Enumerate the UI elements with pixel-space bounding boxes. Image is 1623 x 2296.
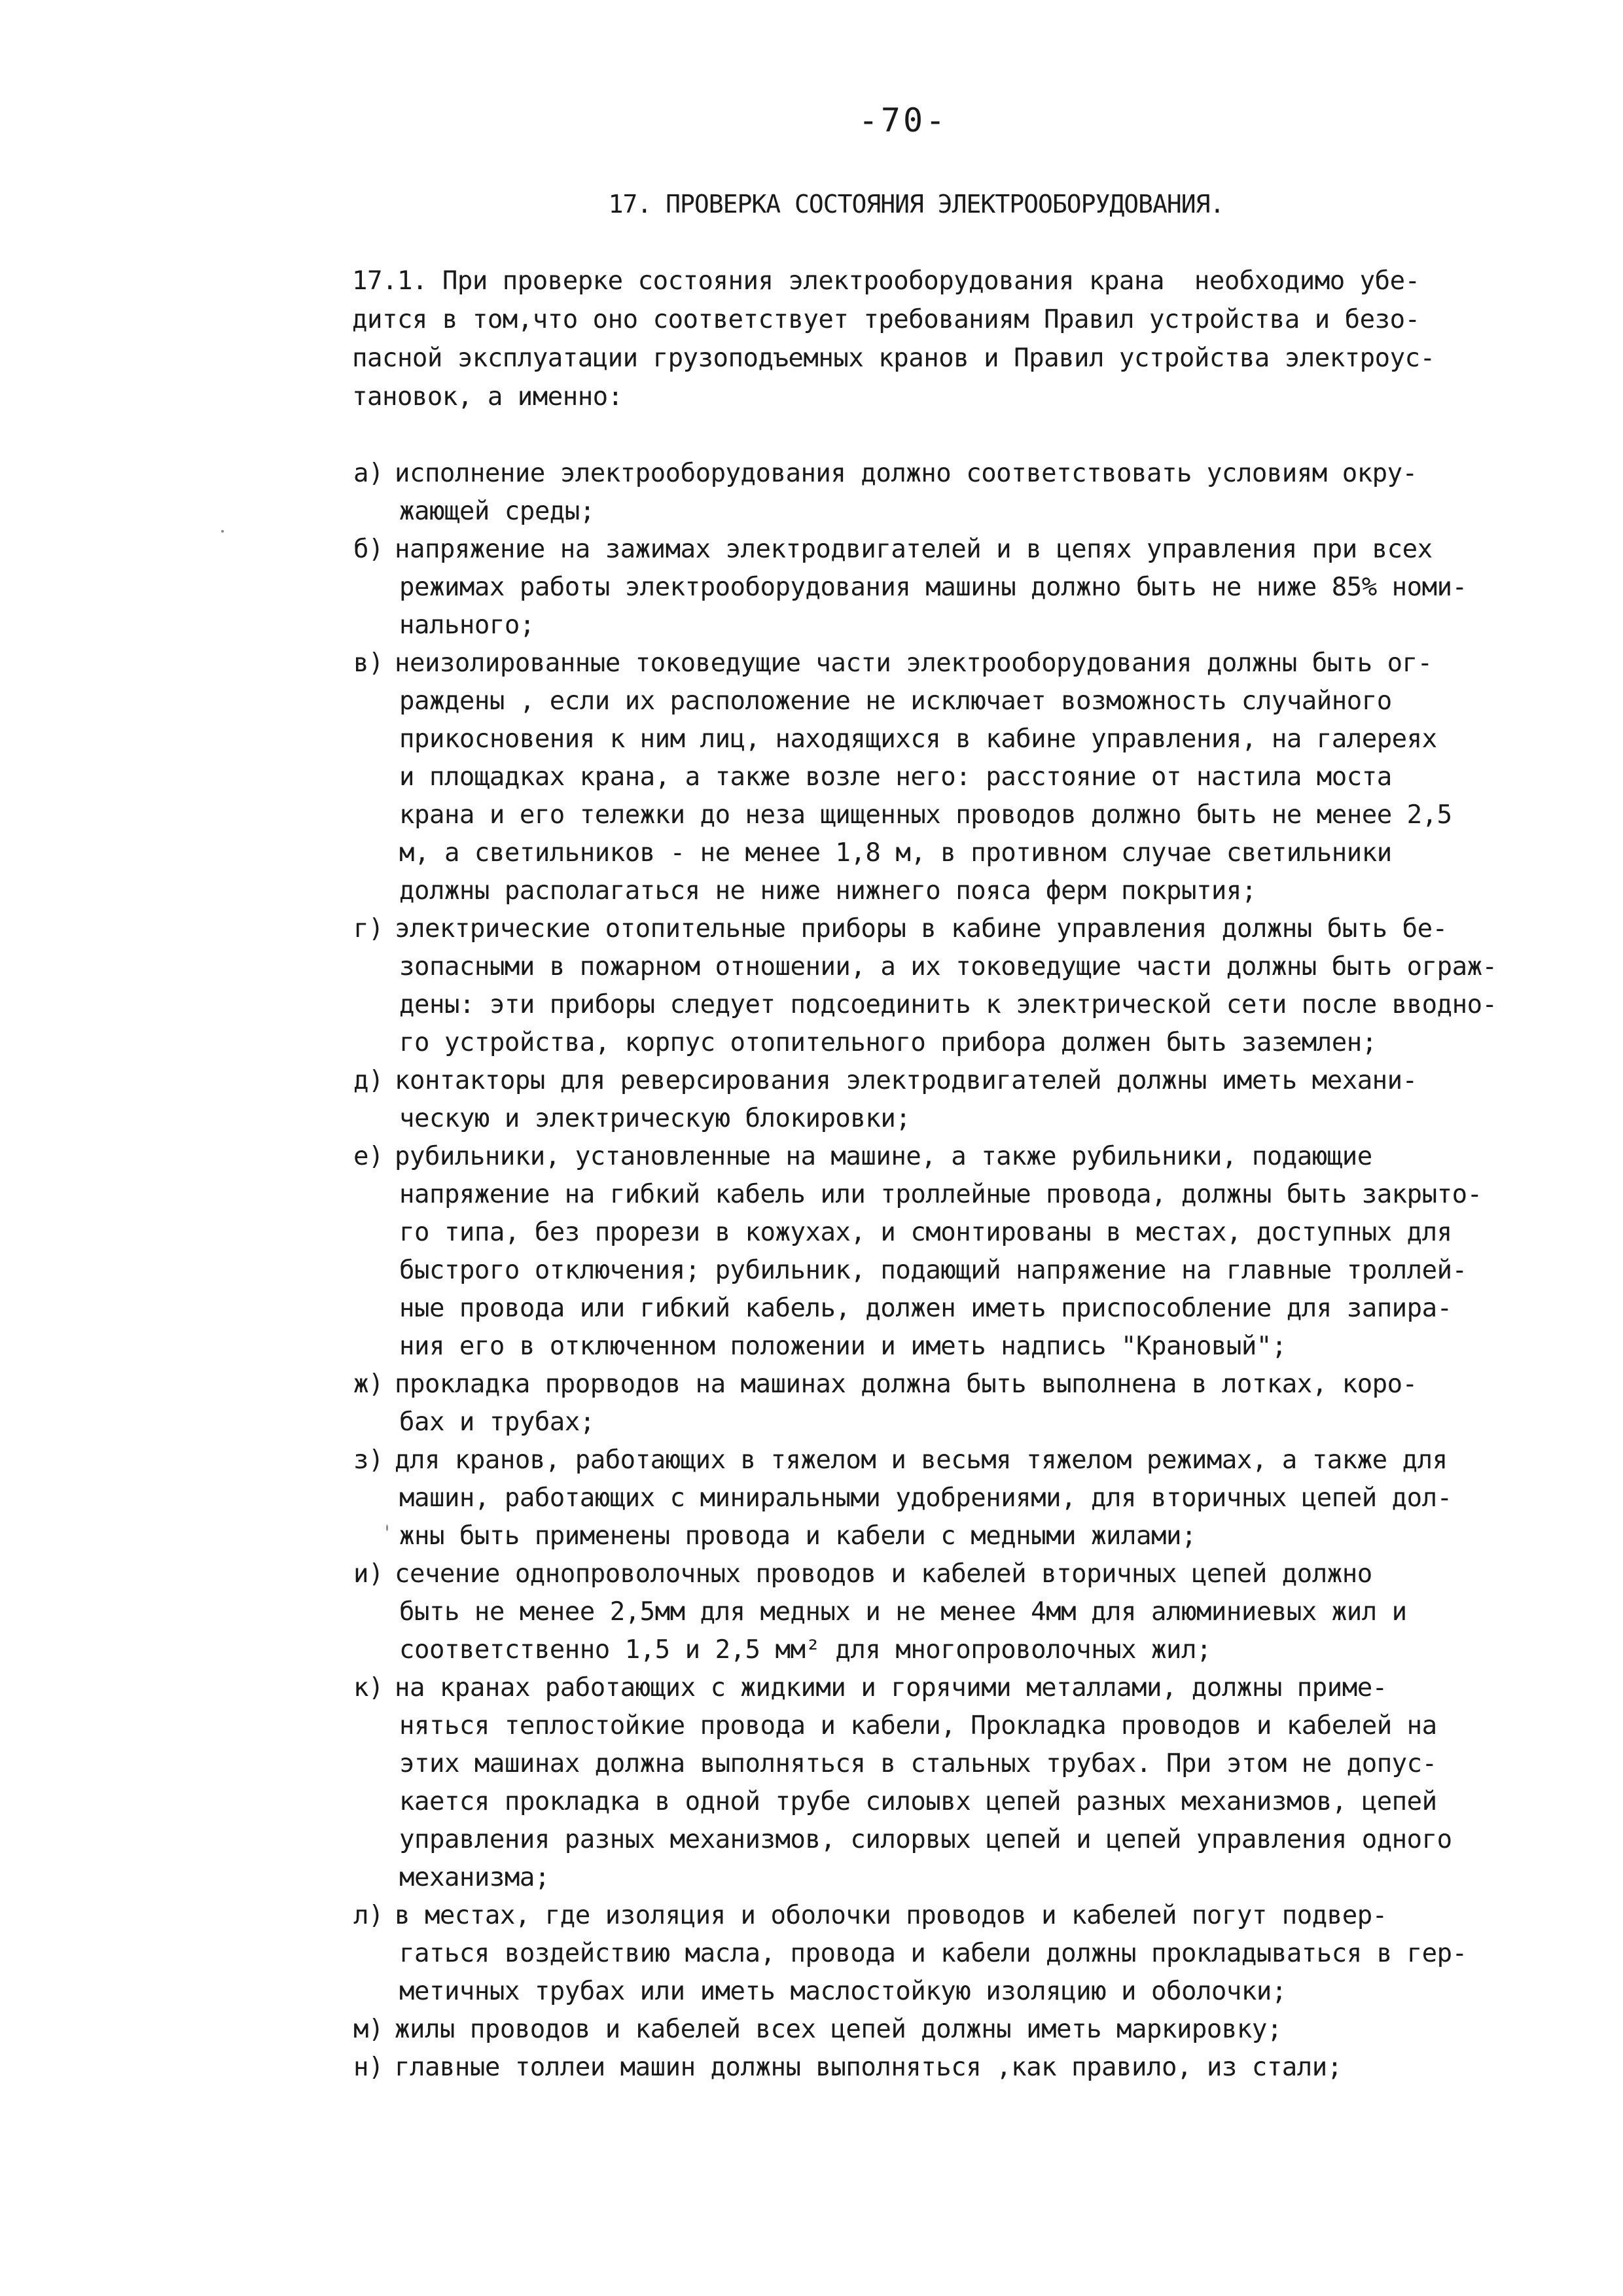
item-line: быстрого отключения; рубильник, подающий напряжение на главные троллей- <box>399 1256 1467 1285</box>
item-line: этих машинах должна выполняться в стальных трубах. При этом не допус- <box>399 1749 1437 1778</box>
item-line: контакторы для реверсирования электродвигателей должны иметь механи- <box>394 1066 1418 1095</box>
item-line: м, а светильников - не менее 1,8 м, в противном случае светильники <box>399 838 1392 868</box>
item-line: крана и его тележки до неза щищенных проводов должно быть не менее 2,5 <box>399 800 1452 830</box>
item-line: в местах, где изоляция и оболочки проводов и кабелей погут подвер- <box>394 1901 1387 1930</box>
item-line: ные провода или гибкий кабель, должен иметь приспособление для запира- <box>399 1294 1452 1323</box>
item-marker: и) <box>353 1559 383 1589</box>
item-line: рубильники, установленные на машине, а также рубильники, подающие <box>394 1142 1372 1171</box>
intro-line: дится в том,что оно соответствует требованиям Правил устройства и безо- <box>352 305 1420 334</box>
item-marker: в) <box>353 648 383 678</box>
item-marker: д) <box>353 1066 383 1095</box>
item-line: жающей среды; <box>399 497 595 526</box>
item-marker: а) <box>353 459 383 488</box>
item-line: на кранах работающих с жидкими и горячими металлами, должны приме- <box>394 1673 1387 1703</box>
item-line: быть не менее 2,5мм для медных и не менее 4мм для алюминиевых жил и <box>399 1597 1407 1627</box>
scan-speck <box>221 530 224 533</box>
intro-paragraph <box>352 262 1435 416</box>
item-line: напряжение на гибкий кабель или троллейные провода, должны быть закрыто- <box>399 1180 1482 1209</box>
list-item <box>353 1366 1418 1441</box>
list-item <box>353 1441 1452 1555</box>
intro-line: тановок, а именно: <box>352 382 623 412</box>
list-item <box>353 1555 1414 1669</box>
item-line: ния его в отключенном положении и иметь надпись "Крановый"; <box>399 1332 1287 1361</box>
item-line: кается прокладка в одной трубе силоывх цепей разных механизмов, цепей <box>399 1787 1437 1816</box>
item-line: должны располагаться не ниже нижнего пояса ферм покрытия; <box>399 876 1257 906</box>
item-marker: к) <box>353 1673 383 1703</box>
item-line: нального; <box>399 610 535 640</box>
item-line: го типа, без прорези в кожухах, и смонтированы в местах, доступных для <box>399 1218 1452 1247</box>
item-marker: н) <box>353 2053 383 2082</box>
item-line: дены: эти приборы следует подсоединить к электрической сети после вводно- <box>399 990 1497 1019</box>
item-line: исполнение электрооборудования должно соответствовать условиям окру- <box>394 459 1418 488</box>
list-item <box>353 1897 1467 2011</box>
item-line: няться теплостойкие провода и кабели, Прокладка проводов и кабелей на <box>399 1711 1437 1740</box>
item-line: жилы проводов и кабелей всех цепей должны иметь маркировку; <box>394 2015 1282 2044</box>
item-marker: м) <box>353 2015 383 2044</box>
item-line: управления разных механизмов, силорвых цепей и цепей управления одного <box>399 1825 1452 1854</box>
item-line: раждены , если их расположение не исключает возможность случайного <box>399 686 1392 716</box>
item-marker: б) <box>353 535 383 564</box>
intro-line: 17.1. При проверке состояния электрооборудования крана необходимо убе- <box>352 266 1420 296</box>
item-line: машин, работающих с минирaльными удобрениями, для вторичных цепей дол- <box>399 1483 1452 1513</box>
item-line: электрические отопительные приборы в кабине управления должны быть бе- <box>394 914 1448 944</box>
list-item <box>353 2011 1414 2049</box>
item-line: зопасными в пожарном отношении, а их токоведущие части должны быть ограж- <box>399 952 1497 981</box>
list-item <box>353 645 1452 910</box>
list-item <box>353 2049 1414 2087</box>
item-line: главные толлеи машин должны выполняться ,как правило, из стали; <box>394 2053 1342 2082</box>
list-item <box>353 1062 1418 1138</box>
item-line: сечение однопроволочных проводов и кабелей вторичных цепей должно <box>394 1559 1372 1589</box>
item-line: прокладка прорводов на машинах должна быть выполнена в лотках, коро- <box>394 1369 1418 1399</box>
item-line: напряжение на зажимах электродвигателей и в цепях управления при всех <box>394 535 1433 564</box>
requirements-list <box>353 455 1497 2087</box>
item-line: соответственно 1,5 и 2,5 мм² для многопроволочных жил; <box>399 1635 1211 1665</box>
item-marker: г) <box>353 914 383 944</box>
item-line: для кранов, работающих в тяжелом и весьмя тяжелом режимах, а также для <box>394 1445 1448 1475</box>
page-number: -70- <box>858 101 948 139</box>
list-item <box>353 455 1418 531</box>
intro-line: пасной эксплуатации грузоподъемных кранов и Правил устройства электроус- <box>352 344 1435 373</box>
list-item <box>353 1138 1482 1366</box>
item-marker: ж) <box>353 1369 383 1399</box>
item-line: жны быть применены провода и кабели с медными жилами; <box>399 1521 1196 1551</box>
scan-speck <box>386 1525 388 1531</box>
item-line: режимах работы электрооборудования машины должно быть не ниже 85% номи- <box>399 573 1467 602</box>
item-line: го устройства, корпус отопительного прибора должен быть заземлен; <box>399 1028 1377 1057</box>
list-item <box>353 910 1497 1062</box>
item-line: прикосновения к ним лиц, находящихся в кабине управления, на галереях <box>399 724 1437 754</box>
item-line: бах и трубах; <box>399 1407 595 1437</box>
item-line: гаться воздействию масла, провода и кабели должны прокладываться в гер- <box>399 1939 1467 1968</box>
item-line: и площадках крана, а также возле него: расстояние от настила моста <box>399 762 1392 792</box>
list-item <box>353 531 1467 645</box>
section-title: 17. ПРОВЕРКА СОСТОЯНИЯ ЭЛЕКТРООБОРУДОВАНИЯ. <box>608 190 1224 219</box>
item-line: метичных трубах или иметь маслостойкую изоляцию и оболочки; <box>399 1977 1287 2006</box>
item-marker: е) <box>353 1142 383 1171</box>
item-marker: з) <box>353 1445 383 1475</box>
item-line: неизолированные токоведущие части электрооборудования должны быть ог- <box>394 648 1433 678</box>
list-item <box>353 1669 1452 1897</box>
item-line: ческую и электрическую блокировки; <box>399 1104 911 1133</box>
item-line: механизма; <box>399 1863 550 1892</box>
item-marker: л) <box>353 1901 383 1930</box>
